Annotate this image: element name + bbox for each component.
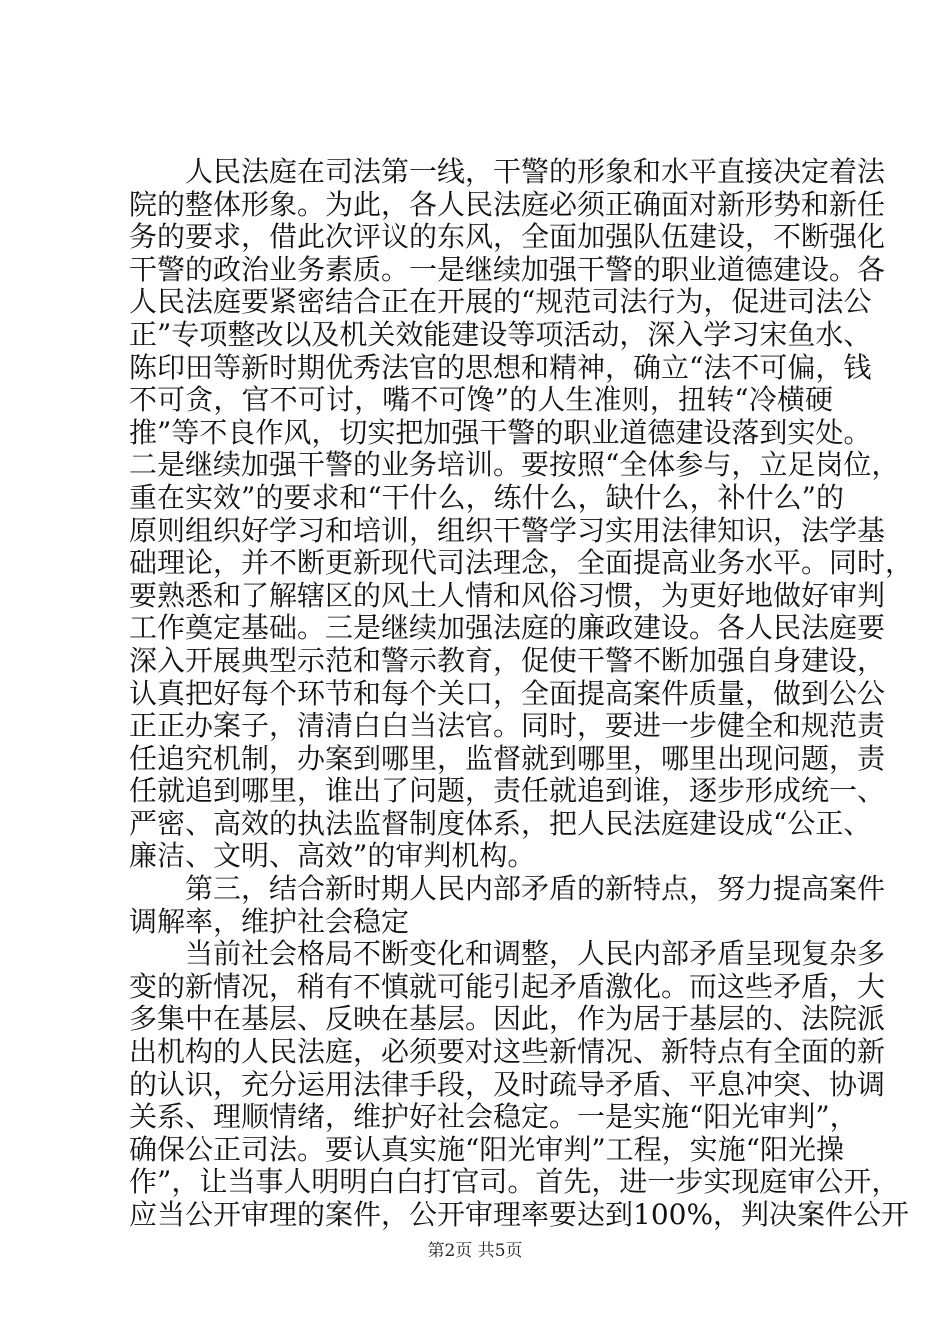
text-line: 要熟悉和了解辖区的风土人情和风俗习惯，为更好地做好审判: [129, 578, 886, 612]
document-body: [129, 155, 914, 1232]
text-line: 重在实效”的要求和“干什么，练什么，缺什么，补什么”的: [129, 480, 844, 514]
section-heading-line: 第三，结合新时期人民内部矛盾的新特点，努力提高案件: [185, 872, 886, 906]
text-line: 出机构的人民法庭，必须要对这些新情况、新特点有全面的新: [129, 1035, 886, 1069]
text-line: 不可贪，官不可讨，嘴不可馋”的人生准则，扭转“冷横硬: [129, 383, 833, 417]
text-line: 廉洁、文明、高效”的审判机构。: [129, 839, 536, 873]
text-line: 础理论，并不断更新现代司法理念，全面提高业务水平。同时，: [129, 546, 914, 580]
text-line: 多集中在基层、反映在基层。因此，作为居于基层的、法院派: [129, 1002, 886, 1036]
text-line: 工作奠定基础。三是继续加强法庭的廉政建设。各人民法庭要: [129, 611, 886, 645]
text-line: 原则组织好学习和培训，组织干警学习实用法律知识，法学基: [129, 513, 886, 547]
text-line: 关系、理顺情绪，维护好社会稳定。一是实施“阳光审判”，: [129, 1100, 858, 1134]
text-line: 任就追到哪里，谁出了问题，责任就追到谁，逐步形成统一、: [129, 774, 886, 808]
text-line: 作”，让当事人明明白白打官司。首先，进一步实现庭审公开，: [129, 1165, 900, 1199]
text-line: 正”专项整改以及机关效能建设等项活动，深入学习宋鱼水、: [129, 317, 872, 351]
text-line: 人民法庭在司法第一线，干警的形象和水平直接决定着法: [185, 155, 886, 188]
text-line: 干警的政治业务素质。一是继续加强干警的职业道德建设。各: [129, 252, 886, 286]
text-line: 院的整体形象。为此，各人民法庭必须正确面对新形势和新任: [129, 187, 886, 221]
text-line: 推”等不良作风，切实把加强干警的职业道德建设落到实处。: [129, 415, 872, 449]
text-line: 深入开展典型示范和警示教育，促使干警不断加强自身建设，: [129, 643, 886, 677]
text-line: 认真把好每个环节和每个关口，全面提高案件质量，做到公公: [129, 676, 886, 710]
text-line: 应当公开审理的案件，公开审理率要达到100%，判决案件公开: [129, 1198, 910, 1231]
text-line: 人民法庭要紧密结合正在开展的“规范司法行为，促进司法公: [129, 285, 872, 319]
text-line: 任追究机制，办案到哪里，监督就到哪里，哪里出现问题，责: [129, 741, 886, 775]
text-line: 严密、高效的执法监督制度体系，把人民法庭建设成“公正、: [129, 806, 872, 840]
page-number: 第2页 共5页: [427, 1241, 523, 1261]
text-line: 二是继续加强干警的业务培训。要按照“全体参与，立足岗位，: [129, 448, 900, 482]
text-line: 当前社会格局不断变化和调整，人民内部矛盾呈现复杂多: [185, 937, 886, 971]
text-line: 变的新情况，稍有不慎就可能引起矛盾激化。而这些矛盾，大: [129, 969, 886, 1003]
text-line: 正正办案子，清清白白当法官。同时，要进一步健全和规范责: [129, 709, 886, 743]
text-line: 陈印田等新时期优秀法官的思想和精神，确立“法不可偏，钱: [129, 350, 872, 384]
section-heading-line: 调解率，维护社会稳定: [129, 904, 410, 938]
text-line: 确保公正司法。要认真实施“阳光审判”工程，实施“阳光操: [129, 1132, 844, 1166]
text-line: 的认识，充分运用法律手段，及时疏导矛盾、平息冲突、协调: [129, 1067, 886, 1101]
text-line: 务的要求，借此次评议的东风，全面加强队伍建设，不断强化: [129, 220, 886, 254]
